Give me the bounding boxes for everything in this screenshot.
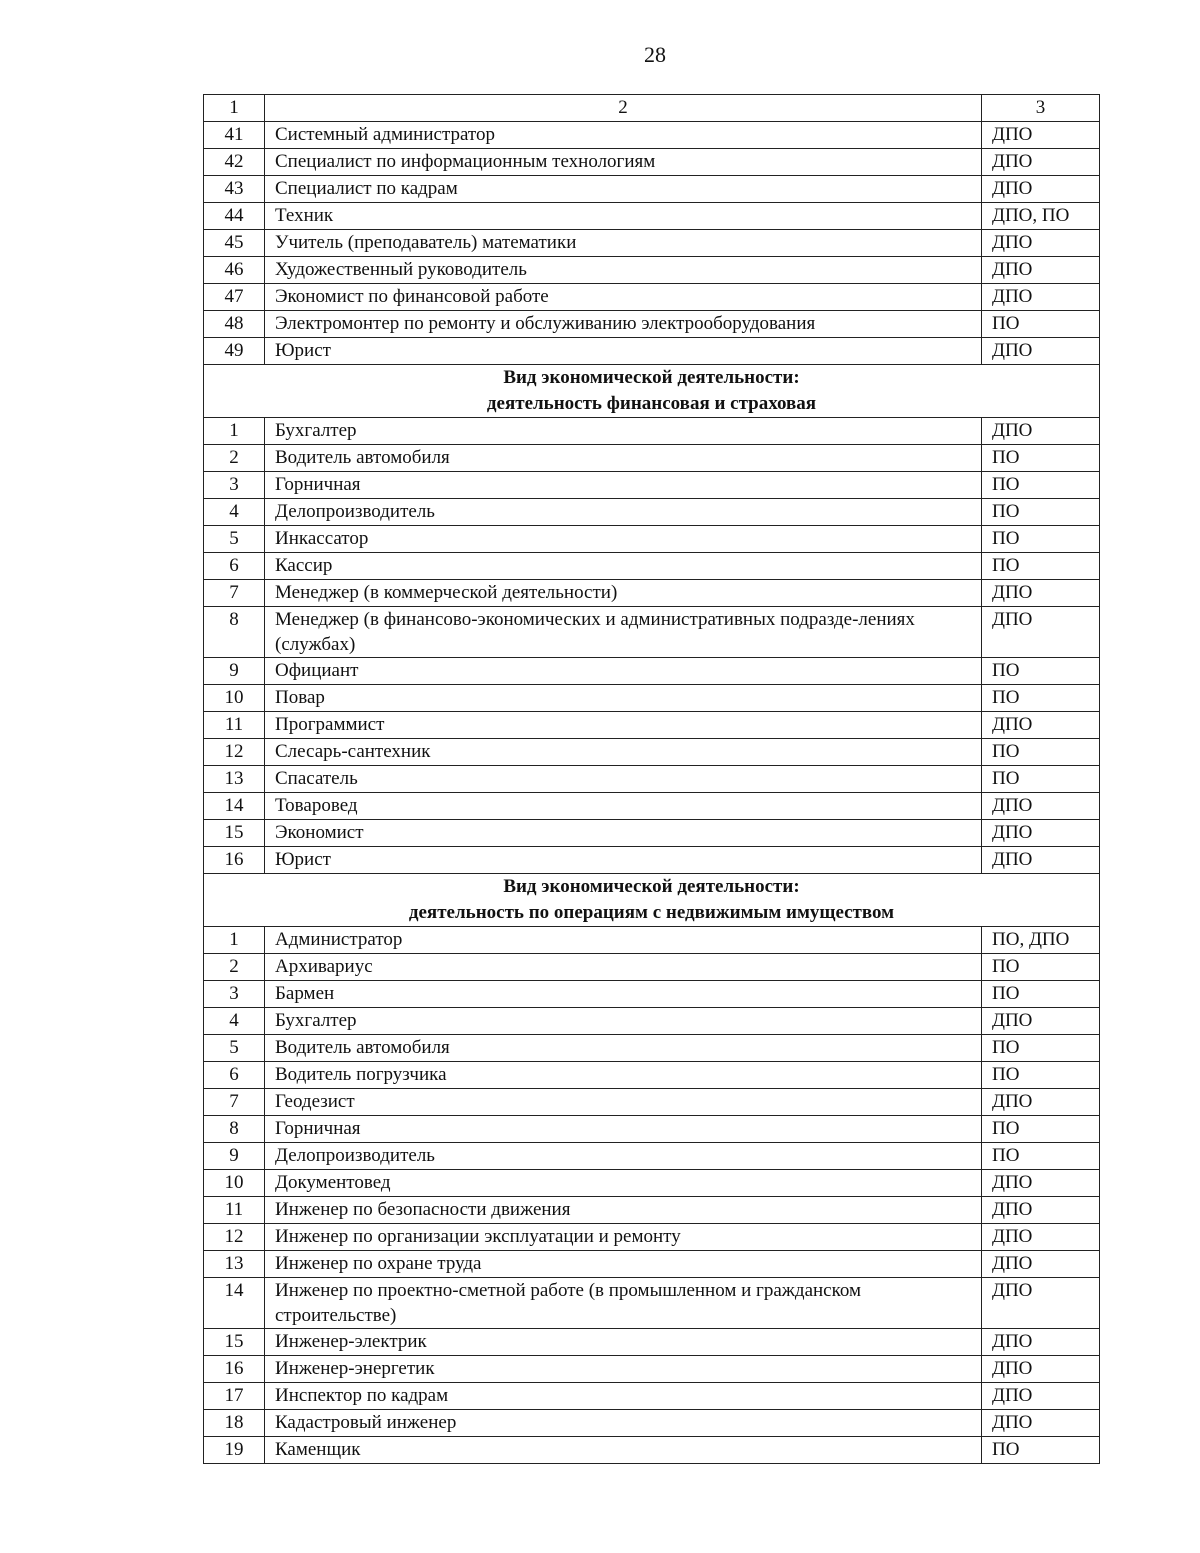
row-number: 9 <box>204 658 265 685</box>
row-profession: Кадастровый инженер <box>265 1410 982 1437</box>
row-number: 7 <box>204 580 265 607</box>
row-number: 11 <box>204 712 265 739</box>
row-education-type: ПО <box>982 658 1100 685</box>
row-education-type: ПО <box>982 445 1100 472</box>
row-number: 16 <box>204 847 265 874</box>
table-row <box>204 793 1100 820</box>
row-education-type: ПО <box>982 553 1100 580</box>
row-number: 8 <box>204 1116 265 1143</box>
row-number: 13 <box>204 1251 265 1278</box>
row-number: 4 <box>204 1008 265 1035</box>
page-number: 28 <box>644 42 666 67</box>
row-education-type: ДПО <box>982 418 1100 445</box>
row-education-type: ПО <box>982 472 1100 499</box>
row-number: 7 <box>204 1089 265 1116</box>
section-title-line-1: Вид экономической деятельности: <box>503 876 800 897</box>
row-education-type: ПО <box>982 766 1100 793</box>
row-education-type: ДПО <box>982 149 1100 176</box>
row-profession: Администратор <box>265 927 982 954</box>
row-profession: Экономист <box>265 820 982 847</box>
row-number: 9 <box>204 1143 265 1170</box>
row-number: 3 <box>204 472 265 499</box>
row-number: 43 <box>204 176 265 203</box>
row-education-type: ДПО <box>982 176 1100 203</box>
row-profession: Делопроизводитель <box>265 499 982 526</box>
row-education-type: ПО <box>982 499 1100 526</box>
table-row <box>204 418 1100 445</box>
row-number: 10 <box>204 1170 265 1197</box>
row-number: 41 <box>204 122 265 149</box>
row-education-type: ПО <box>982 311 1100 338</box>
row-number: 5 <box>204 526 265 553</box>
row-number: 6 <box>204 553 265 580</box>
row-education-type: ПО, ДПО <box>982 927 1100 954</box>
row-profession: Водитель автомобиля <box>265 445 982 472</box>
table-row <box>204 1437 1100 1464</box>
row-education-type: ДПО <box>982 284 1100 311</box>
row-number: 42 <box>204 149 265 176</box>
row-profession: Юрист <box>265 338 982 365</box>
row-number: 18 <box>204 1410 265 1437</box>
section-title-line-2: деятельность по операциям с недвижимым имуществом <box>408 902 895 923</box>
row-profession: Геодезист <box>265 1089 982 1116</box>
table-row <box>204 472 1100 499</box>
table-row <box>204 1197 1100 1224</box>
row-education-type: ДПО <box>982 1224 1100 1251</box>
row-profession: Инженер-энергетик <box>265 1356 982 1383</box>
row-education-type: ДПО <box>982 712 1100 739</box>
row-education-type: ПО <box>982 1116 1100 1143</box>
table-row <box>204 445 1100 472</box>
table-header-row <box>204 95 1100 122</box>
row-education-type: ПО <box>982 739 1100 766</box>
row-number: 14 <box>204 793 265 820</box>
table-row <box>204 766 1100 793</box>
row-number: 4 <box>204 499 265 526</box>
row-education-type: ДПО <box>982 1329 1100 1356</box>
row-number: 10 <box>204 685 265 712</box>
table-row <box>204 1089 1100 1116</box>
row-profession: Бухгалтер <box>265 1008 982 1035</box>
table-row <box>204 1170 1100 1197</box>
row-number: 2 <box>204 445 265 472</box>
row-education-type: ДПО <box>982 1170 1100 1197</box>
row-profession: Инспектор по кадрам <box>265 1383 982 1410</box>
row-profession: Специалист по кадрам <box>265 176 982 203</box>
row-education-type: ДПО <box>982 1008 1100 1035</box>
row-profession: Инженер по организации эксплуатации и ремонту <box>265 1224 982 1251</box>
table-row <box>204 1251 1100 1278</box>
row-number: 8 <box>204 607 265 658</box>
row-profession: Делопроизводитель <box>265 1143 982 1170</box>
table-row <box>204 981 1100 1008</box>
table-row <box>204 658 1100 685</box>
table-row <box>204 122 1100 149</box>
table-row <box>204 1329 1100 1356</box>
section-header-row <box>204 365 1100 418</box>
row-profession: Системный администратор <box>265 122 982 149</box>
row-number: 3 <box>204 981 265 1008</box>
table-row <box>204 526 1100 553</box>
table-row <box>204 1116 1100 1143</box>
row-number: 45 <box>204 230 265 257</box>
row-education-type: ПО <box>982 685 1100 712</box>
row-education-type: ДПО <box>982 1278 1100 1329</box>
section-header-row <box>204 874 1100 927</box>
row-number: 1 <box>204 418 265 445</box>
row-profession: Каменщик <box>265 1437 982 1464</box>
table-row <box>204 176 1100 203</box>
row-education-type: ДПО <box>982 847 1100 874</box>
row-number: 49 <box>204 338 265 365</box>
row-education-type: ДПО <box>982 122 1100 149</box>
row-number: 19 <box>204 1437 265 1464</box>
row-number: 5 <box>204 1035 265 1062</box>
row-education-type: ПО <box>982 1143 1100 1170</box>
row-profession: Техник <box>265 203 982 230</box>
row-education-type: ДПО <box>982 1383 1100 1410</box>
table-row <box>204 149 1100 176</box>
row-profession: Товаровед <box>265 793 982 820</box>
row-profession: Слесарь-сантехник <box>265 739 982 766</box>
section-title-line-2: деятельность финансовая и страховая <box>486 393 817 414</box>
table-body <box>204 95 1100 1464</box>
row-profession: Менеджер (в финансово-экономических и административных подразде-лениях (службах) <box>265 607 982 658</box>
row-education-type: ПО <box>982 1437 1100 1464</box>
row-profession: Юрист <box>265 847 982 874</box>
table-row <box>204 1008 1100 1035</box>
row-education-type: ДПО <box>982 607 1100 658</box>
row-education-type: ДПО <box>982 793 1100 820</box>
header-col-2: 2 <box>265 95 982 122</box>
row-number: 11 <box>204 1197 265 1224</box>
row-education-type: ДПО <box>982 1356 1100 1383</box>
row-education-type: ПО <box>982 1035 1100 1062</box>
row-profession: Спасатель <box>265 766 982 793</box>
row-profession: Специалист по информационным технологиям <box>265 149 982 176</box>
table-row <box>204 1356 1100 1383</box>
row-profession: Электромонтер по ремонту и обслуживанию электрооборудования <box>265 311 982 338</box>
row-profession: Художественный руководитель <box>265 257 982 284</box>
table-row <box>204 257 1100 284</box>
row-number: 6 <box>204 1062 265 1089</box>
row-education-type: ДПО <box>982 820 1100 847</box>
row-education-type: ДПО <box>982 580 1100 607</box>
row-profession: Инженер-электрик <box>265 1329 982 1356</box>
row-number: 47 <box>204 284 265 311</box>
table-row <box>204 739 1100 766</box>
row-profession: Водитель погрузчика <box>265 1062 982 1089</box>
row-number: 17 <box>204 1383 265 1410</box>
professions-table <box>203 94 1100 1464</box>
row-number: 44 <box>204 203 265 230</box>
header-col-1: 1 <box>204 95 265 122</box>
row-number: 15 <box>204 820 265 847</box>
table-row <box>204 311 1100 338</box>
table-row <box>204 954 1100 981</box>
row-profession: Учитель (преподаватель) математики <box>265 230 982 257</box>
row-number: 16 <box>204 1356 265 1383</box>
table-row <box>204 284 1100 311</box>
row-profession: Повар <box>265 685 982 712</box>
table-row <box>204 230 1100 257</box>
table-row <box>204 499 1100 526</box>
section-title-line-1: Вид экономической деятельности: <box>503 367 800 388</box>
row-education-type: ДПО <box>982 1410 1100 1437</box>
row-profession: Горничная <box>265 472 982 499</box>
row-profession: Инженер по безопасности движения <box>265 1197 982 1224</box>
table-row <box>204 820 1100 847</box>
table-row <box>204 1035 1100 1062</box>
row-number: 46 <box>204 257 265 284</box>
table-row <box>204 607 1100 658</box>
row-education-type: ПО <box>982 1062 1100 1089</box>
row-education-type: ДПО, ПО <box>982 203 1100 230</box>
row-education-type: ДПО <box>982 230 1100 257</box>
row-profession: Кассир <box>265 553 982 580</box>
table-row <box>204 927 1100 954</box>
row-profession: Бухгалтер <box>265 418 982 445</box>
row-profession: Менеджер (в коммерческой деятельности) <box>265 580 982 607</box>
row-profession: Документовед <box>265 1170 982 1197</box>
row-education-type: ПО <box>982 954 1100 981</box>
row-profession: Официант <box>265 658 982 685</box>
row-number: 15 <box>204 1329 265 1356</box>
table-row <box>204 1410 1100 1437</box>
table-row <box>204 847 1100 874</box>
row-number: 1 <box>204 927 265 954</box>
table-row <box>204 580 1100 607</box>
row-profession: Водитель автомобиля <box>265 1035 982 1062</box>
row-education-type: ПО <box>982 981 1100 1008</box>
row-education-type: ПО <box>982 526 1100 553</box>
row-education-type: ДПО <box>982 1089 1100 1116</box>
table-row <box>204 1224 1100 1251</box>
row-profession: Инженер по охране труда <box>265 1251 982 1278</box>
header-col-3: 3 <box>982 95 1100 122</box>
row-education-type: ДПО <box>982 1251 1100 1278</box>
table-row <box>204 1278 1100 1329</box>
table-row <box>204 553 1100 580</box>
row-profession: Инженер по проектно-сметной работе (в промышленном и гражданском строительстве) <box>265 1278 982 1329</box>
row-profession: Экономист по финансовой работе <box>265 284 982 311</box>
row-education-type: ДПО <box>982 257 1100 284</box>
table-row <box>204 1143 1100 1170</box>
table-row <box>204 203 1100 230</box>
row-profession: Бармен <box>265 981 982 1008</box>
table-row <box>204 338 1100 365</box>
row-profession: Архивариус <box>265 954 982 981</box>
row-education-type: ДПО <box>982 338 1100 365</box>
row-number: 12 <box>204 1224 265 1251</box>
row-number: 12 <box>204 739 265 766</box>
table-row <box>204 712 1100 739</box>
row-profession: Горничная <box>265 1116 982 1143</box>
section-header <box>204 365 1100 418</box>
table-row <box>204 1062 1100 1089</box>
row-profession: Программист <box>265 712 982 739</box>
table-row <box>204 1383 1100 1410</box>
row-number: 14 <box>204 1278 265 1329</box>
row-number: 13 <box>204 766 265 793</box>
section-header <box>204 874 1100 927</box>
table-row <box>204 685 1100 712</box>
row-number: 48 <box>204 311 265 338</box>
row-education-type: ДПО <box>982 1197 1100 1224</box>
row-profession: Инкассатор <box>265 526 982 553</box>
row-number: 2 <box>204 954 265 981</box>
